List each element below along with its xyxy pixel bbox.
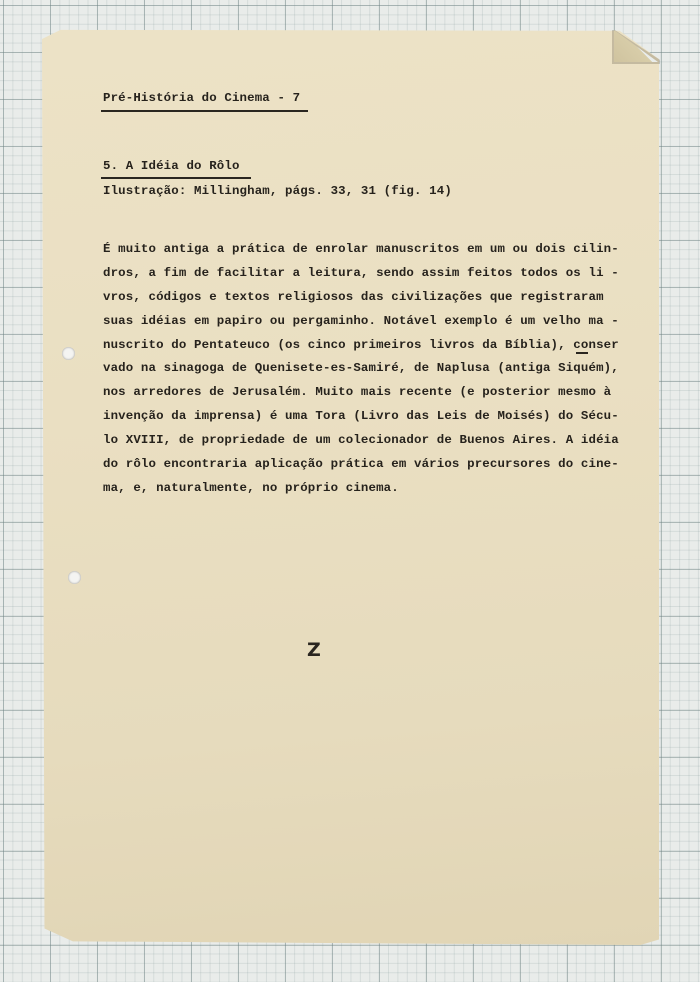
body-line: do rôlo encontraria aplicação prática em vários precursores do cine- bbox=[103, 457, 619, 471]
body-line: suas idéias em papiro ou pergaminho. Notável exemplo é um velho ma - bbox=[103, 314, 619, 328]
body-line: vros, códigos e textos religiosos das civilizações que registraram bbox=[103, 290, 604, 304]
body-line: vado na sinagoga de Quenisete-es-Samiré, de Naplusa (antiga Siquém), bbox=[103, 361, 619, 375]
body-line: É muito antiga a prática de enrolar manuscritos em um ou dois cilin- bbox=[103, 242, 619, 256]
body-line: invenção da imprensa) é uma Tora (Livro das Leis de Moisés) do Sécu- bbox=[103, 409, 619, 423]
body-line: nos arredores de Jerusalém. Muito mais recente (e posterior mesmo à bbox=[103, 385, 612, 399]
punch-hole-top bbox=[62, 347, 75, 360]
end-mark: Z bbox=[307, 639, 321, 661]
body-line: nuscrito do Pentateuco (os cinco primeiros livros da Bíblia), conser bbox=[103, 338, 619, 352]
illustration-reference: Ilustração: Millingham, págs. 33, 31 (fig. 14) bbox=[103, 184, 452, 198]
header-underline bbox=[101, 110, 308, 112]
section-heading: 5. A Idéia do Rôlo bbox=[103, 159, 240, 173]
punch-hole-bottom bbox=[68, 571, 81, 584]
page-header: Pré-História do Cinema - 7 bbox=[103, 91, 301, 105]
body-line: lo XVIII, de propriedade de um colecionador de Buenos Aires. A idéia bbox=[103, 433, 619, 447]
section-heading-underline bbox=[101, 177, 251, 179]
typed-correction-mark bbox=[576, 352, 588, 354]
body-line: ma, e, naturalmente, no próprio cinema. bbox=[103, 481, 399, 495]
body-line: dros, a fim de facilitar a leitura, sendo assim feitos todos os li - bbox=[103, 266, 619, 280]
